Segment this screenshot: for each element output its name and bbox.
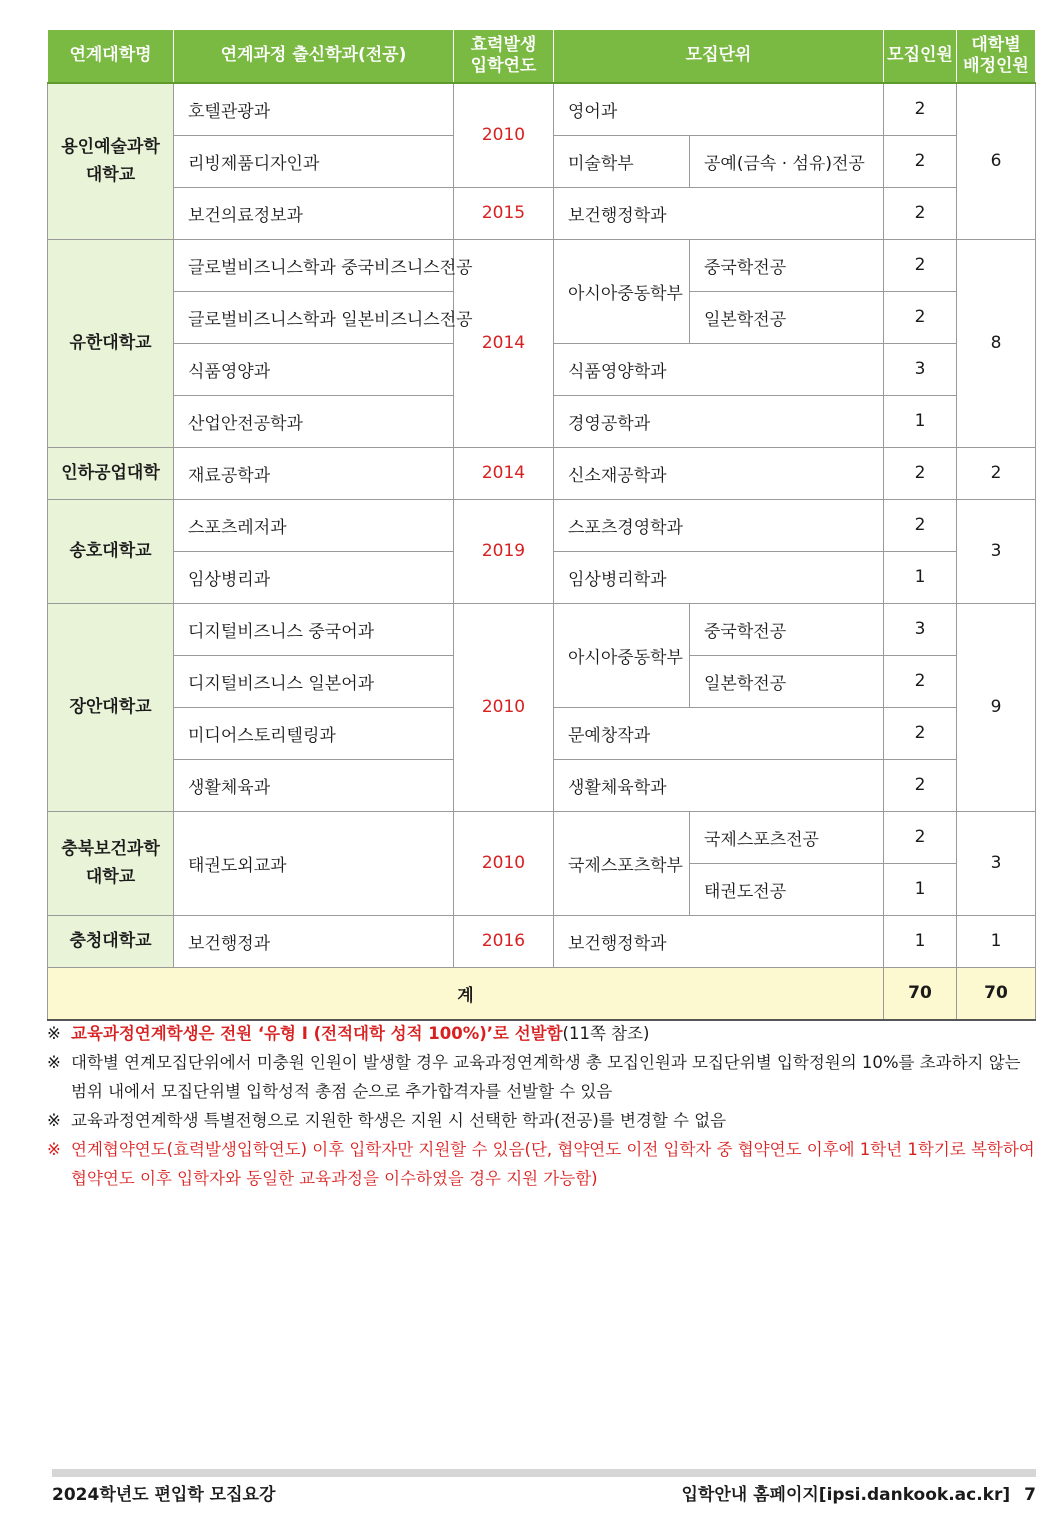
source-cell: 임상병리과 — [174, 551, 454, 603]
unit-cell: 스포츠경영학과 — [554, 499, 884, 551]
univ-cell — [48, 811, 174, 915]
header-alloc-line1: 대학별 — [971, 34, 1021, 55]
note-2 — [47, 1048, 1037, 1106]
source-cell: 호텔관광과 — [174, 83, 454, 136]
note-4-text: 연계협약연도(효력발생입학연도) 이후 입학자만 지원할 수 있음(단, 협약연도 이전 입학자 중 협약연도 이후에 1학년 1학기로 복학하여 협약연도 이후 입학자와 동일한 교육과정을 이수하였을 경우 지원 가능함) — [71, 1140, 1035, 1188]
sub-unit-cell: 일본학전공 — [690, 291, 884, 343]
table-row — [48, 83, 1036, 136]
source-cell: 산업안전공학과 — [174, 395, 454, 447]
table-row — [48, 603, 1036, 655]
univ-cell: 인하공업대학 — [48, 447, 174, 499]
count-cell: 1 — [884, 551, 957, 603]
univ-name-line1: 용인예술과학 — [61, 137, 160, 157]
sub-unit-cell: 중국학전공 — [690, 603, 884, 655]
unit-cell: 아시아중동학부 — [554, 239, 690, 343]
header-year — [454, 30, 554, 83]
total-label: 계 — [48, 967, 884, 1020]
year-cell: 2015 — [454, 187, 554, 239]
count-cell: 1 — [884, 915, 957, 967]
count-cell: 2 — [884, 811, 957, 863]
unit-cell: 보건행정학과 — [554, 187, 884, 239]
count-cell: 2 — [884, 655, 957, 707]
alloc-cell: 6 — [957, 83, 1036, 240]
note-3-text: 교육과정연계학생 특별전형으로 지원한 학생은 지원 시 선택한 학과(전공)를 변경할 수 없음 — [71, 1111, 727, 1130]
header-count: 모집인원 — [884, 30, 957, 83]
sub-unit-cell: 국제스포츠전공 — [690, 811, 884, 863]
total-count: 70 — [884, 967, 957, 1020]
unit-cell: 경영공학과 — [554, 395, 884, 447]
unit-cell: 임상병리학과 — [554, 551, 884, 603]
count-cell: 2 — [884, 135, 957, 187]
note-1-ref: (11쪽 참조) — [562, 1024, 650, 1043]
source-cell: 글로벌비즈니스학과 일본비즈니스전공 — [174, 291, 454, 343]
note-2-text: 대학별 연계모집단위에서 미충원 인원이 발생할 경우 교육과정연계학생 총 모집인원과 모집단위별 입학정원의 10%를 초과하지 않는 범위 내에서 모집단위별 입학성적 총점 순으로 추가합격자를 선발할 수 있음 — [71, 1053, 1021, 1101]
note-4 — [47, 1135, 1037, 1193]
header-univ: 연계대학명 — [48, 30, 174, 83]
footer-homepage — [682, 1480, 1037, 1505]
source-cell: 글로벌비즈니스학과 중국비즈니스전공 — [174, 239, 454, 291]
footer-title: 2024학년도 편입학 모집요강 — [52, 1485, 276, 1505]
source-cell: 생활체육과 — [174, 759, 454, 811]
year-cell: 2010 — [454, 83, 554, 188]
header-source: 연계과정 출신학과(전공) — [174, 30, 454, 83]
count-cell: 2 — [884, 707, 957, 759]
unit-cell: 국제스포츠학부 — [554, 811, 690, 915]
footer-homepage-text: 입학안내 홈페이지[ipsi.dankook.ac.kr] — [681, 1485, 1011, 1505]
count-cell: 3 — [884, 343, 957, 395]
count-cell: 2 — [884, 83, 957, 136]
alloc-cell: 3 — [957, 499, 1036, 603]
note-mark: ※ — [47, 1024, 61, 1043]
note-mark: ※ — [47, 1053, 61, 1072]
univ-name-line2: 대학교 — [85, 867, 136, 887]
note-3 — [47, 1106, 1037, 1135]
univ-cell: 충청대학교 — [48, 915, 174, 967]
footer-divider — [52, 1469, 1036, 1477]
year-cell: 2014 — [454, 239, 554, 447]
page-number: 7 — [1024, 1485, 1036, 1505]
table-row — [48, 447, 1036, 499]
unit-cell: 식품영양학과 — [554, 343, 884, 395]
univ-cell — [48, 83, 174, 240]
univ-cell: 유한대학교 — [48, 239, 174, 447]
unit-cell: 미술학부 — [554, 135, 690, 187]
source-cell: 보건의료정보과 — [174, 187, 454, 239]
unit-cell: 아시아중동학부 — [554, 603, 690, 707]
univ-name-line2: 대학교 — [85, 165, 136, 185]
sub-unit-cell: 공예(금속 · 섬유)전공 — [690, 135, 884, 187]
table-header-row — [48, 30, 1036, 83]
source-cell: 태권도외교과 — [174, 811, 454, 915]
source-cell: 디지털비즈니스 중국어과 — [174, 603, 454, 655]
source-cell: 디지털비즈니스 일본어과 — [174, 655, 454, 707]
header-year-line2: 입학연도 — [470, 55, 537, 76]
alloc-cell: 3 — [957, 811, 1036, 915]
count-cell: 2 — [884, 499, 957, 551]
notes-section — [47, 1019, 1037, 1193]
sub-unit-cell: 중국학전공 — [690, 239, 884, 291]
univ-name-line1: 충북보건과학 — [61, 839, 160, 859]
table-row — [48, 187, 1036, 239]
alloc-cell: 8 — [957, 239, 1036, 447]
total-alloc: 70 — [957, 967, 1036, 1020]
unit-cell: 보건행정학과 — [554, 915, 884, 967]
univ-cell: 송호대학교 — [48, 499, 174, 603]
alloc-cell: 2 — [957, 447, 1036, 499]
univ-cell: 장안대학교 — [48, 603, 174, 811]
unit-cell: 문예창작과 — [554, 707, 884, 759]
year-cell: 2010 — [454, 603, 554, 811]
unit-cell: 생활체육학과 — [554, 759, 884, 811]
source-cell: 식품영양과 — [174, 343, 454, 395]
sub-unit-cell: 일본학전공 — [690, 655, 884, 707]
count-cell: 2 — [884, 187, 957, 239]
count-cell: 1 — [884, 863, 957, 915]
unit-cell: 신소재공학과 — [554, 447, 884, 499]
alloc-cell: 9 — [957, 603, 1036, 811]
count-cell: 3 — [884, 603, 957, 655]
header-alloc-line2: 배정인원 — [963, 55, 1029, 76]
alloc-cell: 1 — [957, 915, 1036, 967]
table-row — [48, 499, 1036, 551]
source-cell: 스포츠레저과 — [174, 499, 454, 551]
year-cell: 2014 — [454, 447, 554, 499]
year-cell: 2010 — [454, 811, 554, 915]
unit-cell: 영어과 — [554, 83, 884, 136]
header-unit: 모집단위 — [554, 30, 884, 83]
note-mark: ※ — [47, 1111, 61, 1130]
table-row — [48, 239, 1036, 291]
note-1 — [47, 1019, 1037, 1048]
allocation-table — [47, 29, 1036, 1021]
year-cell: 2019 — [454, 499, 554, 603]
source-cell: 보건행정과 — [174, 915, 454, 967]
header-year-line1: 효력발생 — [470, 34, 537, 55]
count-cell: 2 — [884, 759, 957, 811]
count-cell: 2 — [884, 239, 957, 291]
note-mark: ※ — [47, 1140, 61, 1159]
table-row — [48, 811, 1036, 863]
sub-unit-cell: 태권도전공 — [690, 863, 884, 915]
note-1-emphasis: 교육과정연계학생은 전원 ‘유형 Ⅰ (전적대학 성적 100%)’로 선발함 — [71, 1024, 563, 1043]
count-cell: 2 — [884, 447, 957, 499]
source-cell: 리빙제품디자인과 — [174, 135, 454, 187]
header-alloc — [957, 30, 1036, 83]
count-cell: 2 — [884, 291, 957, 343]
table-row — [48, 915, 1036, 967]
source-cell: 미디어스토리텔링과 — [174, 707, 454, 759]
year-cell: 2016 — [454, 915, 554, 967]
total-row — [48, 967, 1036, 1020]
source-cell: 재료공학과 — [174, 447, 454, 499]
count-cell: 1 — [884, 395, 957, 447]
